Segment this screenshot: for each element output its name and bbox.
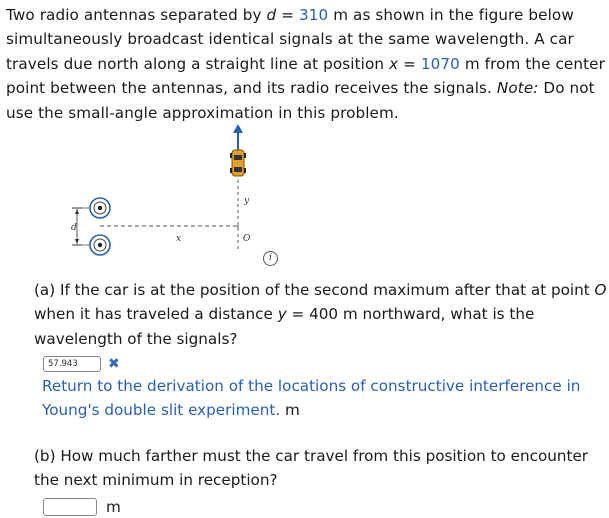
question-text: m northward, what is the wavelength of the signals? xyxy=(34,305,535,348)
antenna-figure xyxy=(60,120,290,280)
antenna-bottom-icon xyxy=(82,235,110,255)
antenna-diagram xyxy=(60,120,290,280)
d-variable: d xyxy=(266,6,277,24)
part-a-answer-input[interactable]: 57.943 xyxy=(43,356,101,372)
point-O-variable: O xyxy=(594,281,607,299)
equals-sign: = xyxy=(286,305,310,324)
note-text: Do not use the small-angle approximation in this problem. xyxy=(6,79,595,122)
info-icon[interactable]: i xyxy=(263,251,278,266)
problem-text: Two radio antennas separated by xyxy=(6,6,267,24)
part-b-question xyxy=(34,444,607,493)
problem-text: m from the center point between the antennas, and its radio receives the signals. xyxy=(6,54,605,98)
unit-label: m xyxy=(106,498,121,516)
d-value: 310 xyxy=(298,6,329,24)
equals-sign: = xyxy=(276,6,299,24)
note-label: Note: xyxy=(496,79,539,98)
feedback-text: Return to the derivation of the locations of constructive interference in Young's double slit experiment. xyxy=(42,377,581,420)
antenna-top-icon xyxy=(82,198,110,218)
part-a-feedback xyxy=(42,374,607,423)
label-O: O xyxy=(243,234,251,244)
car-icon xyxy=(230,150,246,176)
label-y: y xyxy=(244,196,250,206)
problem-statement xyxy=(6,3,606,125)
part-b-answer-input[interactable] xyxy=(43,498,97,516)
question-text: (b) How much farther must the car travel from this position to encounter the next minimum in reception? xyxy=(34,447,589,490)
label-d: d xyxy=(71,223,77,233)
equals-sign: = xyxy=(398,54,421,73)
y-value: 400 xyxy=(309,305,339,324)
part-b-answer-row xyxy=(43,498,121,516)
x-variable: x xyxy=(389,54,399,73)
problem-text: m as shown in the figure below simultaneously broadcast identical signals at the same wavelength. A car travels due north along a straight line at position xyxy=(6,6,574,73)
question-text: (a) If the car is at the position of the second maximum after that at point xyxy=(34,281,595,299)
x-value: 1070 xyxy=(420,54,460,73)
unit-label: m xyxy=(284,401,300,420)
question-text: when it has traveled a distance xyxy=(34,305,278,324)
part-a-answer-row xyxy=(43,356,120,372)
incorrect-x-icon: ✖ xyxy=(108,356,120,372)
part-a-question xyxy=(34,278,607,351)
north-arrow-icon xyxy=(233,124,243,150)
label-x: x xyxy=(176,234,182,244)
y-variable: y xyxy=(277,305,287,324)
